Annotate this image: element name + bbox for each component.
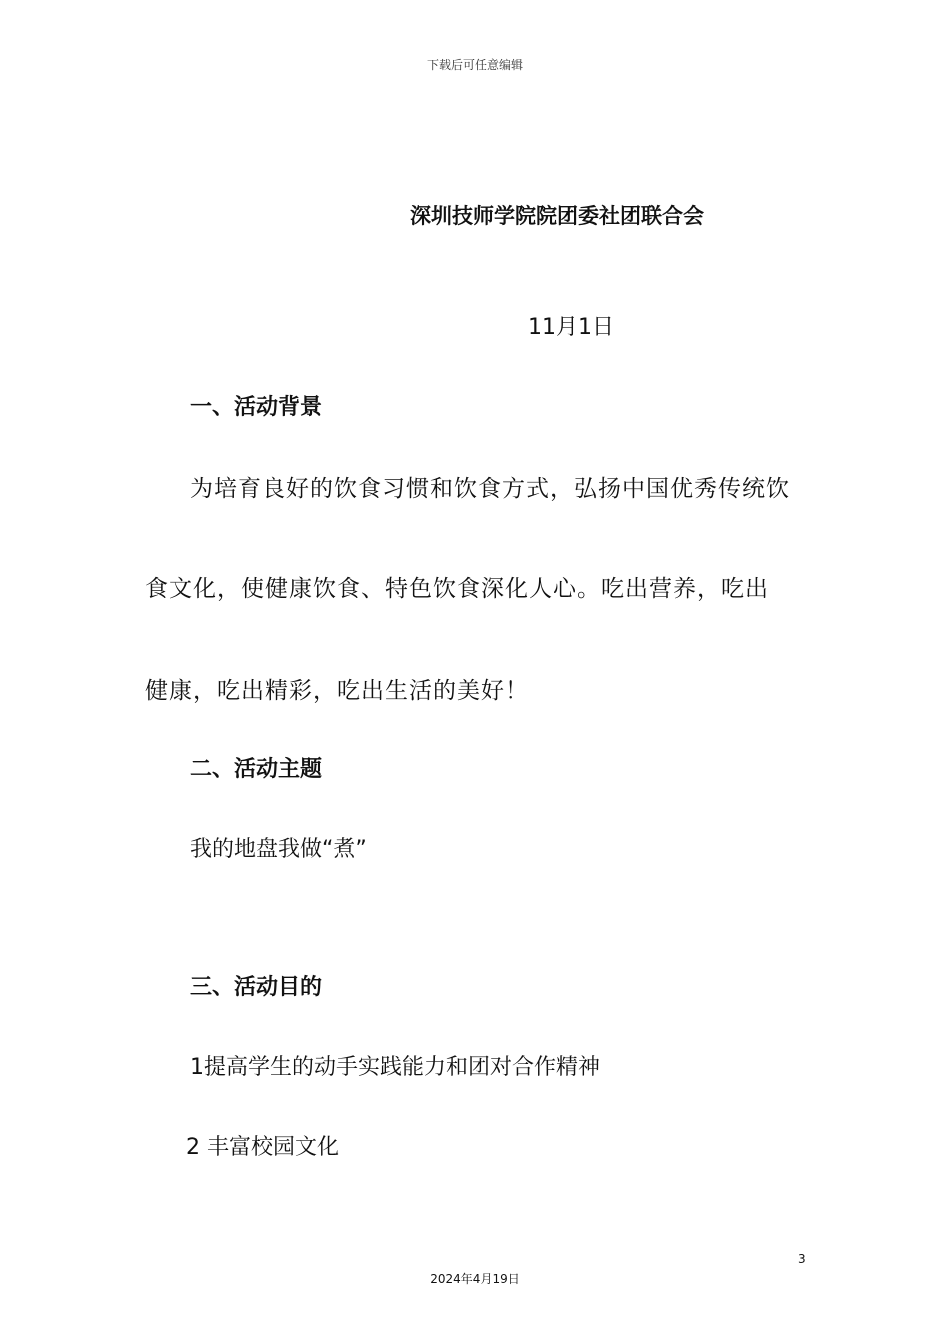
paragraph-line: 为培育良好的饮食习惯和饮食方式，弘扬中国优秀传统饮 xyxy=(190,476,790,502)
purpose-item: 2 丰富校园文化 xyxy=(186,1135,339,1160)
page-number: 3 xyxy=(798,1252,806,1266)
section-heading-background: 一、活动背景 xyxy=(190,395,323,420)
theme-text: 我的地盘我做“煮” xyxy=(190,837,367,862)
document-date: 11月1日 xyxy=(528,315,614,340)
paragraph-line: 食文化，使健康饮食、特色饮食深化人心。吃出营养，吃出 xyxy=(145,576,769,602)
purpose-item: 1提高学生的动手实践能力和团对合作精神 xyxy=(190,1055,600,1080)
organization-name: 深圳技师学院院团委社团联合会 xyxy=(410,204,704,228)
footer-date: 2024年4月19日 xyxy=(430,1272,520,1286)
section-heading-purpose: 三、活动目的 xyxy=(190,975,323,1000)
section-heading-theme: 二、活动主题 xyxy=(190,757,323,782)
paragraph-line: 健康，吃出精彩，吃出生活的美好！ xyxy=(145,678,529,704)
page-header: 下载后可任意编辑 xyxy=(426,58,523,72)
